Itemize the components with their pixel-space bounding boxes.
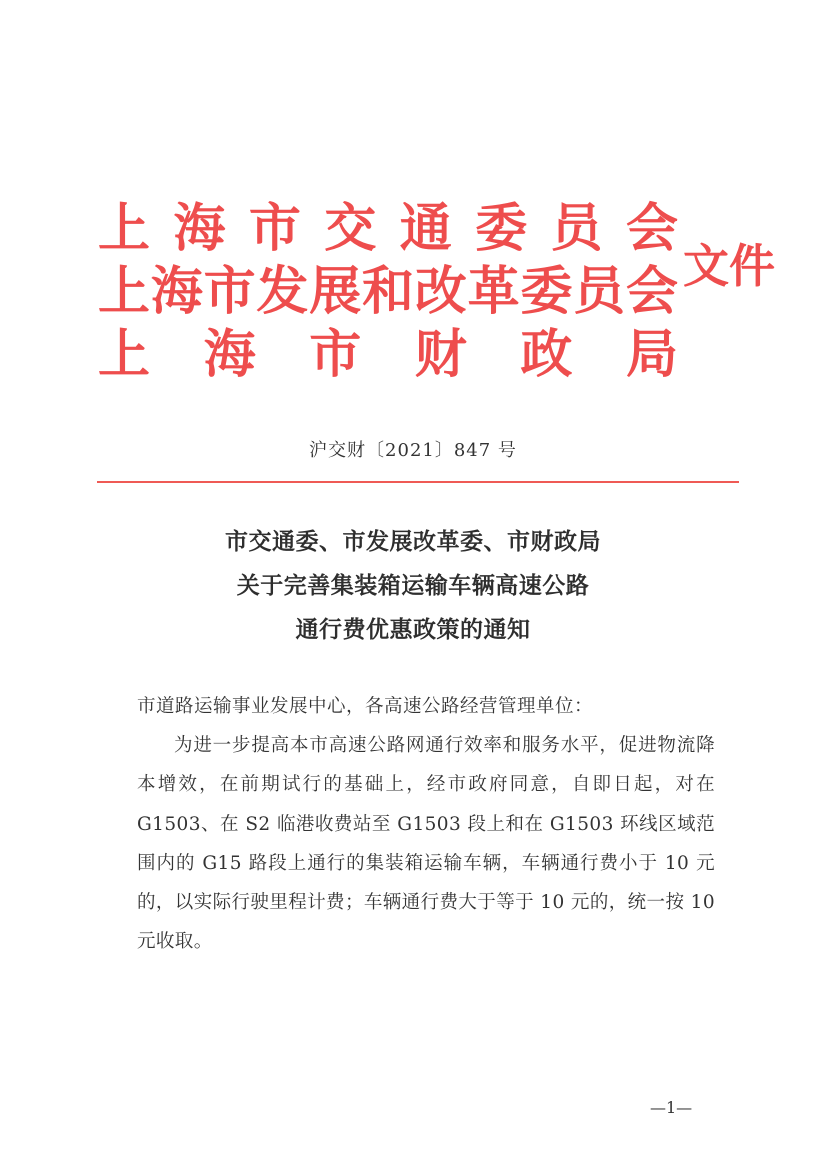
issuer-char: 通 (399, 198, 452, 259)
title-line: 通行费优惠政策的通知 (295, 616, 531, 643)
issuer-char: 海 (203, 324, 256, 385)
issuer-char: 和 (361, 261, 414, 322)
issuer-char: 上 (98, 324, 151, 385)
title-line: 关于完善集装箱运输车辆高速公路 (236, 572, 590, 599)
issuer-char: 员 (573, 261, 626, 322)
red-divider-line (97, 481, 739, 483)
issuer-char: 委 (475, 198, 528, 259)
issuer-char: 员 (550, 198, 603, 259)
issuer-char: 财 (414, 324, 467, 385)
document-body (137, 688, 715, 962)
issuer-char: 政 (520, 324, 573, 385)
issuer-shanghai-development-reform-commission (98, 260, 678, 323)
issuer-char: 交 (324, 198, 377, 259)
addressee-line: 市道路运输事业发展中心，各高速公路经营管理单位： (137, 696, 594, 717)
issuer-block (98, 197, 678, 386)
issuer-char: 海 (173, 198, 226, 259)
issuer-char: 市 (248, 198, 301, 259)
issuer-shanghai-transport-commission (98, 197, 678, 260)
document-number: 沪交财〔2021〕847 号 (309, 440, 517, 461)
page-number: —1— (650, 1098, 693, 1117)
issuer-char: 上 (98, 261, 151, 322)
issuer-char: 发 (256, 261, 309, 322)
title-line: 市交通委、市发展改革委、市财政局 (225, 528, 601, 555)
issuer-shanghai-finance-bureau (98, 323, 678, 386)
issuer-char: 会 (625, 261, 678, 322)
document-title (0, 520, 826, 652)
issuer-char: 市 (309, 324, 362, 385)
body-paragraph: 为进一步提高本市高速公路网通行效率和服务水平，促进物流降本增效，在前期试行的基础上，经市政府同意，自即日起，对在 G1503、在 S2 临港收费站至 G1503 段上和在 G1503 环线区域范围内的 G15 路段上通行的集装箱运输车辆，车辆通行费小于 10 元的，以实际行驶里程计费；车辆通行费大于等于 10 元的，统一按 10 元收取。 (137, 735, 715, 953)
issuer-char: 委 (520, 261, 573, 322)
issuer-char: 上 (98, 198, 151, 259)
issuer-char: 局 (625, 324, 678, 385)
issuer-char: 市 (203, 261, 256, 322)
issuer-char: 展 (309, 261, 362, 322)
issuer-char: 海 (150, 261, 203, 322)
issuer-char: 会 (625, 198, 678, 259)
issuer-char: 改 (414, 261, 467, 322)
document-suffix: 文件 (683, 239, 775, 293)
issuer-char: 革 (467, 261, 520, 322)
